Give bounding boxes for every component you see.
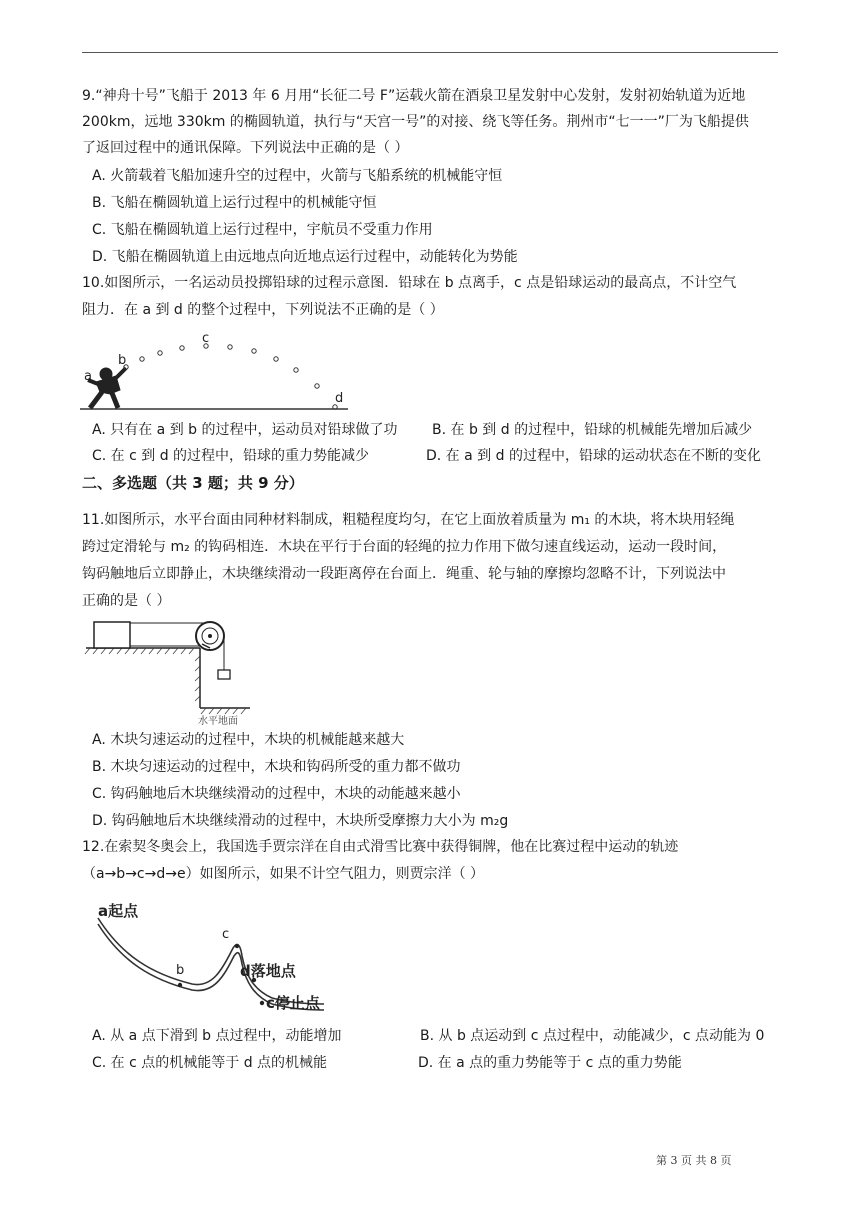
ski-track-figure (92, 896, 382, 1014)
q9-option-b: B. 飞船在椭圆轨道上运行过程中的机械能守恒 (92, 195, 377, 211)
q11-option-d: D. 钩码触地后木块继续滑动的过程中，木块所受摩擦力大小为 m₂g (92, 813, 509, 829)
q9-option-c: C. 飞船在椭圆轨道上运行过程中，宇航员不受重力作用 (92, 222, 433, 238)
label-d: d (335, 391, 344, 406)
q9-stem-line3: 了返回过程中的通讯保障。下列说法中正确的是（ ） (82, 140, 409, 156)
label-a: a (84, 369, 92, 384)
q12-stem-line2: （a→b→c→d→e）如图所示，如果不计空气阻力，则贾宗洋（ ） (82, 866, 485, 882)
q10-option-b: B. 在 b 到 d 的过程中，铅球的机械能先增加后减少 (432, 422, 753, 438)
trajectory-dots (124, 344, 337, 409)
section-title: 二、多选题（共 3 题；共 9 分） (82, 474, 304, 492)
q9-stem-line1: 9.“神舟十号”飞船于 2013 年 6 月用“长征二号 F”运载火箭在酒泉卫星发射中心发射，发射初始轨道为近地 (82, 88, 746, 104)
label-c: c (222, 927, 230, 942)
block-m1 (94, 622, 130, 648)
hook-weight-m2 (218, 670, 230, 679)
pulley-figure (82, 616, 252, 728)
q9-stem-line2: 200km，远地 330km 的椭圆轨道，执行与“天宫一号”的对接、绕飞等任务。荆州市“七一一”厂为飞船提供 (82, 114, 749, 130)
label-a-start: a起点 (98, 902, 139, 920)
q10-option-a: A. 只有在 a 到 b 的过程中，运动员对铅球做了功 (92, 422, 398, 438)
pulley (196, 622, 224, 650)
label-b: b (118, 353, 127, 368)
label-stop: c停止点 (266, 994, 320, 1012)
q12-option-a: A. 从 a 点下滑到 b 点过程中，动能增加 (92, 1028, 342, 1044)
q11-stem-line1: 11.如图所示，水平台面由同种材料制成，粗糙程度均匀，在它上面放着质量为 m₁ 的木块，将木块用轻绳 (82, 512, 735, 528)
q11-option-b: B. 木块匀速运动的过程中，木块和钩码所受的重力都不做功 (92, 759, 461, 775)
q11-stem-line3: 钩码触地后立即静止，木块继续滑动一段距离停在台面上．绳重、轮与轴的摩擦均忽略不计，下列说法中 (82, 566, 726, 582)
q11-option-a: A. 木块匀速运动的过程中，木块的机械能越来越大 (92, 732, 405, 748)
q10-stem-line2: 阻力．在 a 到 d 的整个过程中，下列说法不正确的是（ ） (82, 302, 444, 318)
q9-option-a: A. 火箭载着飞船加速升空的过程中，火箭与飞船系统的机械能守恒 (92, 168, 503, 184)
athlete-figure (88, 368, 126, 408)
q10-option-c: C. 在 c 到 d 的过程中，铅球的重力势能减少 (92, 448, 370, 464)
label-d-landing: d落地点 (240, 962, 296, 980)
label-b: b (176, 963, 185, 978)
q12-option-c: C. 在 c 点的机械能等于 d 点的机械能 (92, 1055, 328, 1071)
page-number: 第 3 页 共 8 页 (656, 1154, 732, 1167)
q10-option-d: D. 在 a 到 d 的过程中，铅球的运动状态在不断的变化 (426, 448, 761, 464)
q12-stem-line1: 12.在索契冬奥会上，我国选手贾宗洋在自由式滑雪比赛中获得铜牌，他在比赛过程中运动的轨迹 (82, 839, 679, 855)
q12-option-d: D. 在 a 点的重力势能等于 c 点的重力势能 (418, 1055, 682, 1071)
q11-stem-line2: 跨过定滑轮与 m₂ 的钩码相连．木块在平行于台面的轻绳的拉力作用下做匀速直线运动，运动一段时间， (82, 539, 727, 555)
q10-stem-line1: 10.如图所示，一名运动员投掷铅球的过程示意图．铅球在 b 点离手，c 点是铅球运动的最高点，不计空气 (82, 275, 737, 291)
ground-caption: 水平地面 (198, 716, 238, 727)
q11-stem-line4: 正确的是（ ） (82, 593, 171, 609)
q9-option-d: D. 飞船在椭圆轨道上由远地点向近地点运行过程中，动能转化为势能 (92, 249, 518, 265)
shot-put-figure (80, 330, 350, 412)
header-rule (82, 52, 778, 53)
label-c: c (202, 331, 210, 346)
q12-option-b: B. 从 b 点运动到 c 点过程中，动能减少，c 点动能为 0 (420, 1028, 765, 1044)
q11-option-c: C. 钩码触地后木块继续滑动的过程中，木块的动能越来越小 (92, 786, 461, 802)
